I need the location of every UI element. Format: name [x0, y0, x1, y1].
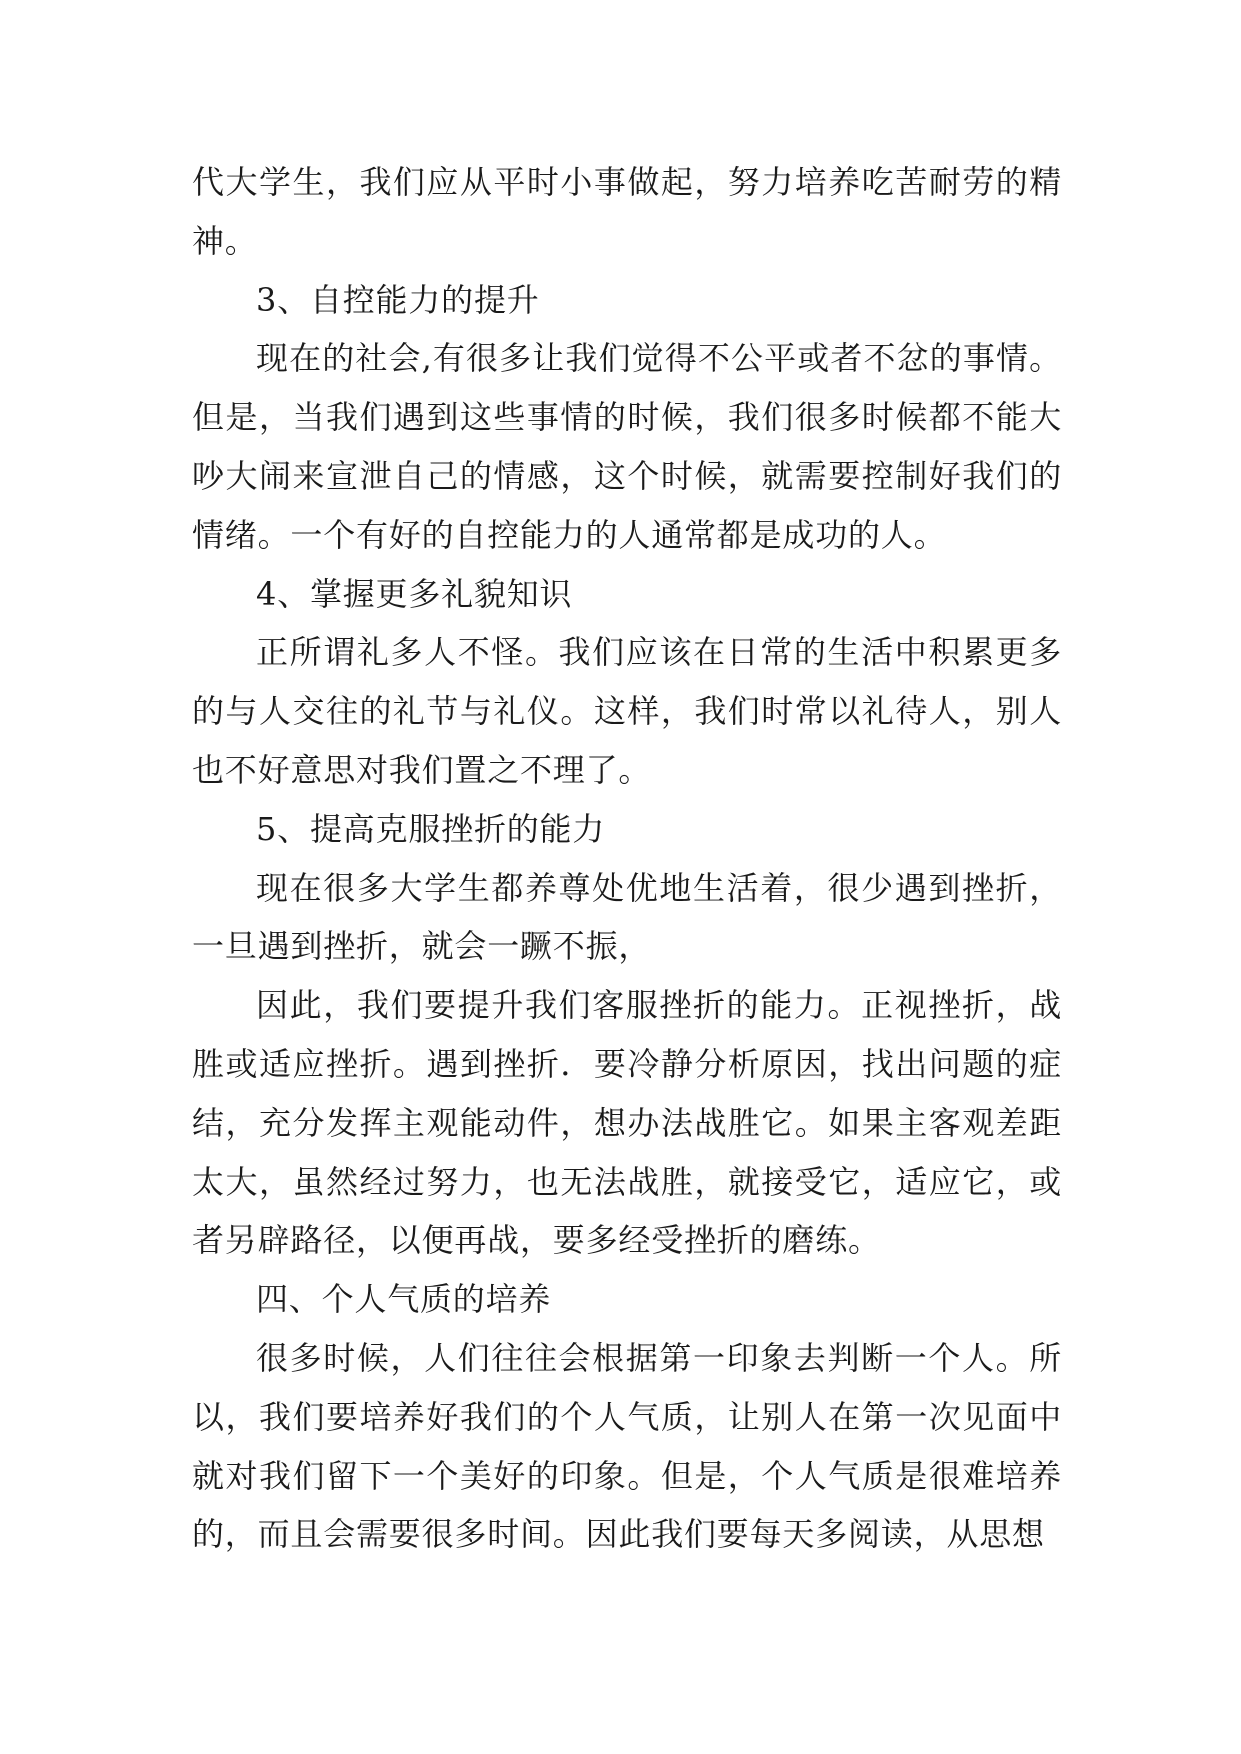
- paragraph-continuation: 代大学生，我们应从平时小事做起，努力培养吃苦耐劳的精神。: [192, 163, 1062, 260]
- paragraph-frustration-2: 因此，我们要提升我们客服挫折的能力。正视挫折，战胜或适应挫折。遇到挫折．要冷静分析原因，找出问题的症结，充分发挥主观能动件，想办法战胜它。如果主客观差距太大，虽然经过努力，也无法战胜，就接受它，适应它，或者另辟路径，以便再战，要多经受挫折的磨练。: [192, 986, 1062, 1260]
- document-body: [192, 153, 1062, 1564]
- section-heading-temperament: 四、个人气质的培养: [256, 1280, 552, 1319]
- paragraph-frustration-1: 现在很多大学生都养尊处优地生活着，很少遇到挫折，一旦遇到挫折，就会一蹶不振，: [192, 868, 1062, 966]
- paragraph-self-control: 现在的社会,有很多让我们觉得不公平或者不忿的事情。但是，当我们遇到这些事情的时候，我们很多时候都不能大吵大闹来宣泄自己的情感，这个时候，就需要控制好我们的情绪。一个有好的自控能力的人通常都是成功的人。: [192, 339, 1062, 554]
- paragraph-etiquette: 正所谓礼多人不怪。我们应该在日常的生活中积累更多的与人交往的礼节与礼仪。这样，我们时常以礼待人，别人也不好意思对我们置之不理了。: [192, 633, 1062, 789]
- section-heading-etiquette: 4、掌握更多礼貌知识: [256, 574, 573, 613]
- section-heading-frustration: 5、提高克服挫折的能力: [256, 809, 606, 848]
- paragraph-temperament: 很多时候，人们往往会根据第一印象去判断一个人。所以，我们要培养好我们的个人气质，让别人在第一次见面中就对我们留下一个美好的印象。但是，个人气质是很难培养的，而且会需要很多时间。因此我们要每天多阅读，从思想: [192, 1338, 1062, 1554]
- section-heading-self-control: 3、自控能力的提升: [256, 280, 540, 319]
